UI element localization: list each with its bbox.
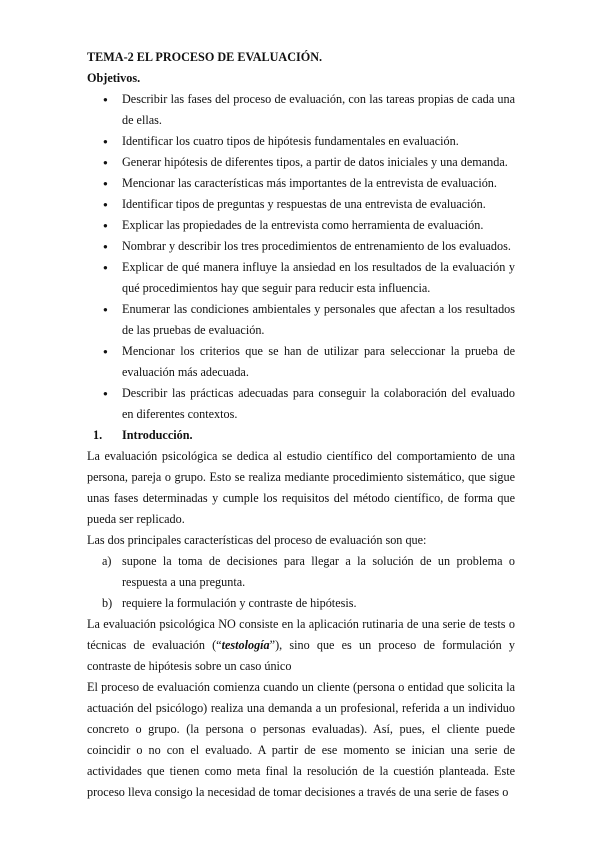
emphasis-term: testología <box>221 638 270 652</box>
document-title: TEMA-2 EL PROCESO DE EVALUACIÓN. <box>87 50 323 64</box>
objectives-list <box>87 89 515 425</box>
list-item-text: supone la toma de decisiones para llegar a la solución de un problema o respuesta a una pregunta. <box>122 554 515 589</box>
section-number: 1. <box>93 428 103 442</box>
list-item: ● Describir las prácticas adecuadas para conseguir la colaboración del evaluado en diferentes contextos. <box>87 383 515 425</box>
list-item <box>87 593 515 614</box>
paragraph-intro: La evaluación psicológica se dedica al estudio científico del comportamiento de una persona, pareja o grupo. Esto se realiza mediante procedimiento sistemático, que sigue unas fases determinadas y cumple los requisitos del método científico, de forma que pueda ser replicado. <box>87 449 515 526</box>
list-item: ● Mencionar los criterios que se han de utilizar para seleccionar la prueba de evaluación más adecuada. <box>87 341 515 383</box>
list-marker: a) <box>102 554 112 568</box>
section-title: Introducción. <box>122 428 193 442</box>
paragraph-not-testology <box>87 614 515 677</box>
objectives-heading: Objetivos. <box>87 71 141 85</box>
list-item: ● Describir las fases del proceso de evaluación, con las tareas propias de cada una de ellas. <box>87 89 515 131</box>
section-heading <box>87 425 193 446</box>
characteristics-list <box>87 551 515 614</box>
list-item: ● Mencionar las características más importantes de la entrevista de evaluación. <box>87 173 515 194</box>
list-item: ● Explicar las propiedades de la entrevista como herramienta de evaluación. <box>87 215 515 236</box>
list-item: ● Explicar de qué manera influye la ansiedad en los resultados de la evaluación y qué procedimientos hay que seguir para reducir esta influencia. <box>87 257 515 299</box>
paragraph-text: ”), sino que es un proceso de formulación y contraste de hipótesis sobre un caso único <box>87 638 515 673</box>
paragraph-process: El proceso de evaluación comienza cuando un cliente (persona o entidad que solicita la actuación del psicólogo) realiza una demanda a un profesional, referida a un individuo concreto o grupo. (la persona o personas evaluadas). Así, pues, el cliente puede coincidir o no con el evaluado. A partir de ese momento se inician una serie de actividades que tienen como meta final la resolución de la cuestión planteada. Este proceso lleva consigo la necesidad de tomar decisiones a través de una serie de fases o <box>87 680 515 799</box>
list-item: ● Generar hipótesis de diferentes tipos, a partir de datos iniciales y una demanda. <box>87 152 515 173</box>
list-item: ● Nombrar y describir los tres procedimientos de entrenamiento de los evaluados. <box>87 236 515 257</box>
list-item: ● Identificar los cuatro tipos de hipótesis fundamentales en evaluación. <box>87 131 515 152</box>
list-item-text: requiere la formulación y contraste de hipótesis. <box>122 596 357 610</box>
list-item <box>87 551 515 593</box>
list-item: ● Enumerar las condiciones ambientales y personales que afectan a los resultados de las pruebas de evaluación. <box>87 299 515 341</box>
list-marker: b) <box>102 596 113 610</box>
paragraph-characteristics-lead: Las dos principales características del proceso de evaluación son que: <box>87 533 427 547</box>
list-item: ● Identificar tipos de preguntas y respuestas de una entrevista de evaluación. <box>87 194 515 215</box>
paragraph-text: La evaluación psicológica NO consiste en la aplicación rutinaria de una serie de tests o técnicas de evaluación (“ <box>87 617 515 652</box>
